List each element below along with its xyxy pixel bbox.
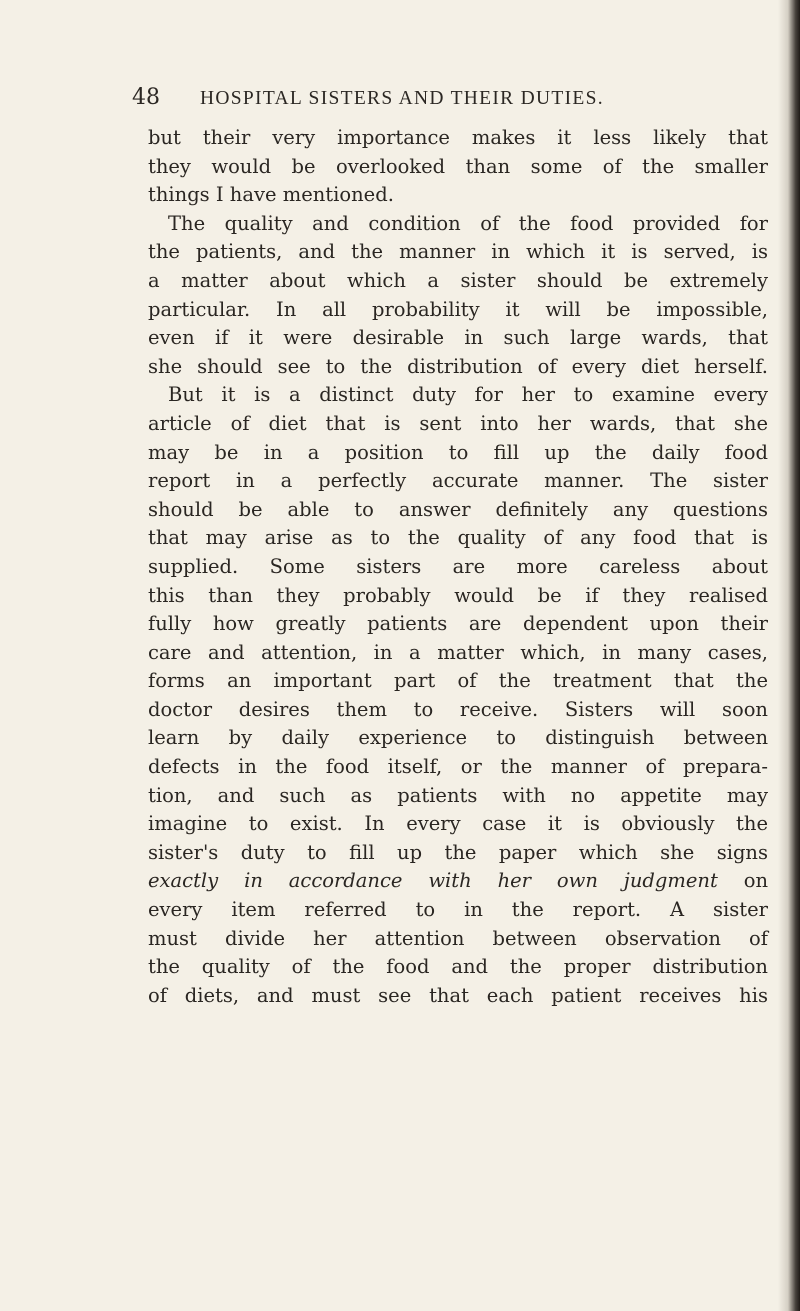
text-line: but their very importance makes it less likely that [148,126,768,149]
italic-text-line [148,867,768,896]
text-line: even if it were desirable in such large wards, that [148,326,768,350]
text-line: may be in a position to fill up the daily food [148,440,768,464]
text-line: this than they probably would be if they realised [148,583,768,607]
text-line: of diets, and must see that each patient receives his [148,983,768,1007]
text-line: the quality of the food and the proper distribution [148,955,768,979]
text-line: a matter about which a sister should be extremely [148,268,768,292]
text-line: every item referred to in the report. A sister [148,898,768,922]
text-line: tion, and such as patients with no appetite may [148,783,768,807]
italic-phrase: exactly in accordance with her own judgment [148,869,718,893]
text-line: defects in the food itself, or the manner of prepara- [148,755,768,779]
text-line: particular. In all probability it will be impossible, [148,297,768,321]
text-line: learn by daily experience to distinguish between [148,726,768,750]
text-line: sister's duty to fill up the paper which she signs [148,840,768,864]
text-line: the patients, and the manner in which it is served, is [148,240,768,264]
running-title: HOSPITAL SISTERS AND THEIR DUTIES. [200,88,604,109]
text-line: they would be overlooked than some of the smaller [148,154,768,178]
text-line: that may arise as to the quality of any food that is [148,526,768,550]
text-line: report in a perfectly accurate manner. The sister [148,469,768,493]
text-line: care and attention, in a matter which, in many cases, [148,640,768,664]
text-line: fully how greatly patients are dependent upon their [148,612,768,636]
body-text [148,124,768,1010]
paragraph-start-line: The quality and condition of the food provided for [168,211,768,235]
text-line: should be able to answer definitely any questions [148,497,768,521]
page-number: 48 [132,85,160,110]
text-line: supplied. Some sisters are more careless about [148,554,768,578]
text-line: imagine to exist. In every case it is obviously the [148,812,768,836]
text-line: things I have mentioned. [148,183,394,207]
page-header [132,83,772,113]
text-line: forms an important part of the treatment that the [148,669,768,693]
text-line: article of diet that is sent into her wards, that she [148,411,768,435]
page-edge-shadow [778,0,800,1311]
text-line: But it is a distinct duty for her to examine every [168,383,768,407]
text-line: doctor desires them to receive. Sisters will soon [148,697,768,721]
text-line: must divide her attention between observation of [148,926,768,950]
text-line: she should see to the distribution of every diet herself. [148,354,768,378]
italic-line-rest: on [717,869,769,893]
